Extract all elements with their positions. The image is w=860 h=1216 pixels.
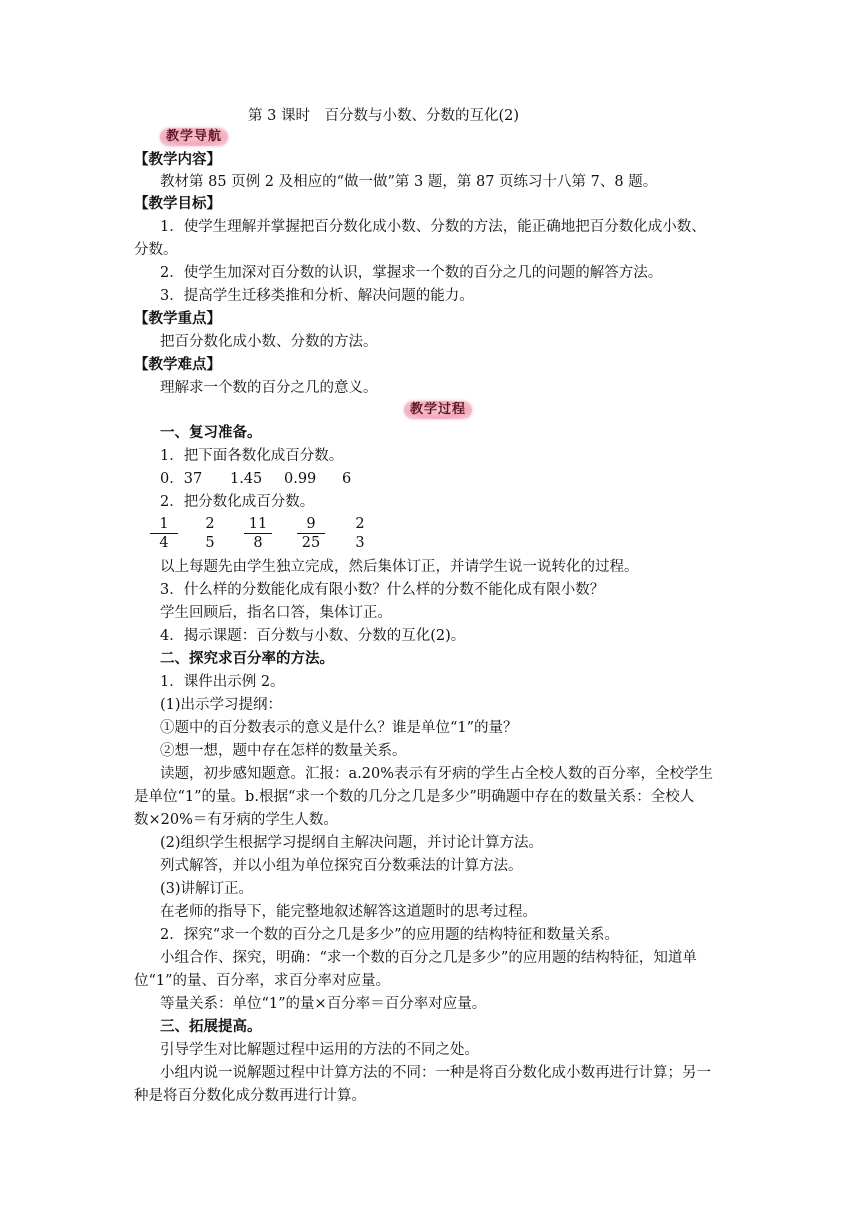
section-2-paragraph-4-line-2: 位“1”的量、百分率，求百分率对应量。 xyxy=(134,973,391,989)
goal-3: 3．提高学生迁移类推和分析、解决问题的能力。 xyxy=(160,288,474,304)
fraction-denominator: 5 xyxy=(205,535,215,551)
section-2-paragraph-5: 等量关系：单位“1”的量×百分率＝百分率对应量。 xyxy=(160,996,487,1012)
decimal-number: 6 xyxy=(342,471,352,487)
fraction xyxy=(297,515,325,552)
fraction-numerator: 9 xyxy=(297,515,325,534)
goal-1-line-1: 1．使学生理解并掌握把百分数化成小数、分数的方法，能正确地把百分数化成小数、 xyxy=(160,219,706,235)
decimal-number: 1.45 xyxy=(230,471,263,487)
badge-teaching-guide: 教学导航 xyxy=(160,128,228,146)
section-1-item-1: 1．把下面各数化成百分数。 xyxy=(160,448,344,464)
section-2-paragraph-1-line-1: 读题，初步感知题意。汇报：a.20%表示有牙病的学生占全校人数的百分率，全校学生 xyxy=(160,766,713,782)
section-2-subitem-2: (2)组织学生根据学习提纲自主解决问题，并讨论计算方法。 xyxy=(160,835,544,851)
section-2-paragraph-1-line-3: 数×20%＝有牙病的学生人数。 xyxy=(134,812,338,828)
heading-difficult-point: 【教学难点】 xyxy=(134,356,221,373)
section-2-paragraph-2: 列式解答，并以小组为单位探究百分数乘法的计算方法。 xyxy=(160,858,523,874)
decimal-number: 0.99 xyxy=(284,471,317,487)
section-2-subitem-3: (3)讲解订正。 xyxy=(160,881,254,897)
goal-1-line-2: 分数。 xyxy=(134,242,178,258)
section-2-subitem-1: (1)出示学习提纲： xyxy=(160,697,283,713)
badge-teaching-process: 教学过程 xyxy=(404,401,472,419)
paragraph-key-point: 把百分数化成小数、分数的方法。 xyxy=(160,334,378,350)
fraction-numerator: 2 xyxy=(205,516,215,532)
fraction-numerator: 1 xyxy=(150,515,178,534)
fraction xyxy=(244,515,272,552)
fraction-numerator: 2 xyxy=(355,516,365,532)
section-1-paragraph-2: 学生回顾后，指名口答，集体订正。 xyxy=(160,605,392,621)
heading-teaching-goals: 【教学目标】 xyxy=(134,195,221,212)
section-2-question-2: ②想一想，题中存在怎样的数量关系。 xyxy=(160,743,407,759)
section-3-heading: 三、拓展提高。 xyxy=(160,1018,262,1035)
fraction-numerator: 11 xyxy=(244,515,272,534)
section-3-paragraph-1: 引导学生对比解题过程中运用的方法的不同之处。 xyxy=(160,1042,479,1058)
section-1-paragraph-1: 以上每题先由学生独立完成，然后集体订正，并请学生说一说转化的过程。 xyxy=(160,559,639,575)
section-2-heading: 二、探究求百分率的方法。 xyxy=(160,650,334,667)
section-1-item-2: 2．把分数化成百分数。 xyxy=(160,494,315,510)
fraction-denominator: 8 xyxy=(253,535,263,551)
section-2-item-1: 1．课件出示例 2。 xyxy=(160,674,285,690)
heading-key-point: 【教学重点】 xyxy=(134,310,221,327)
section-2-paragraph-3: 在老师的指导下，能完整地叙述解答这道题时的思考过程。 xyxy=(160,904,537,920)
section-2-item-2: 2．探究“求一个数的百分之几是多少”的应用题的结构特征和数量关系。 xyxy=(160,927,620,943)
fraction xyxy=(346,515,374,552)
section-2-paragraph-4-line-1: 小组合作、探究，明确：“求一个数的百分之几是多少”的应用题的结构特征，知道单 xyxy=(160,950,697,966)
heading-teaching-content: 【教学内容】 xyxy=(134,151,221,168)
section-1-item-3: 3．什么样的分数能化成有限小数？什么样的分数不能化成有限小数？ xyxy=(160,582,605,598)
section-1-item-4: 4．揭示课题：百分数与小数、分数的互化(2)。 xyxy=(160,628,466,644)
section-3-paragraph-2-line-1: 小组内说一说解题过程中计算方法的不同：一种是将百分数化成小数再进行计算；另一 xyxy=(160,1065,711,1081)
section-2-paragraph-1-line-2: 是单位“1”的量。b.根据“求一个数的几分之几是多少”明确题中存在的数量关系：全校人 xyxy=(134,789,695,805)
fraction-denominator: 3 xyxy=(355,535,365,551)
goal-2: 2．使学生加深对百分数的认识，掌握求一个数的百分之几的问题的解答方法。 xyxy=(160,265,663,281)
fraction xyxy=(150,515,178,552)
fraction xyxy=(196,515,224,552)
paragraph-difficult-point: 理解求一个数的百分之几的意义。 xyxy=(160,380,378,396)
section-3-paragraph-2-line-2: 种是将百分数化成分数再进行计算。 xyxy=(134,1088,366,1104)
section-1-heading: 一、复习准备。 xyxy=(160,424,262,441)
lesson-title: 第 3 课时 百分数与小数、分数的互化(2) xyxy=(248,108,519,124)
fraction-denominator: 4 xyxy=(159,535,169,551)
paragraph-teaching-content: 教材第 85 页例 2 及相应的“做一做”第 3 题，第 87 页练习十八第 7、8 题。 xyxy=(160,174,658,190)
decimal-number: 0．37 xyxy=(160,471,203,487)
fraction-denominator: 25 xyxy=(301,535,321,551)
section-2-question-1: ①题中的百分数表示的意义是什么？谁是单位“1”的量？ xyxy=(160,720,518,736)
